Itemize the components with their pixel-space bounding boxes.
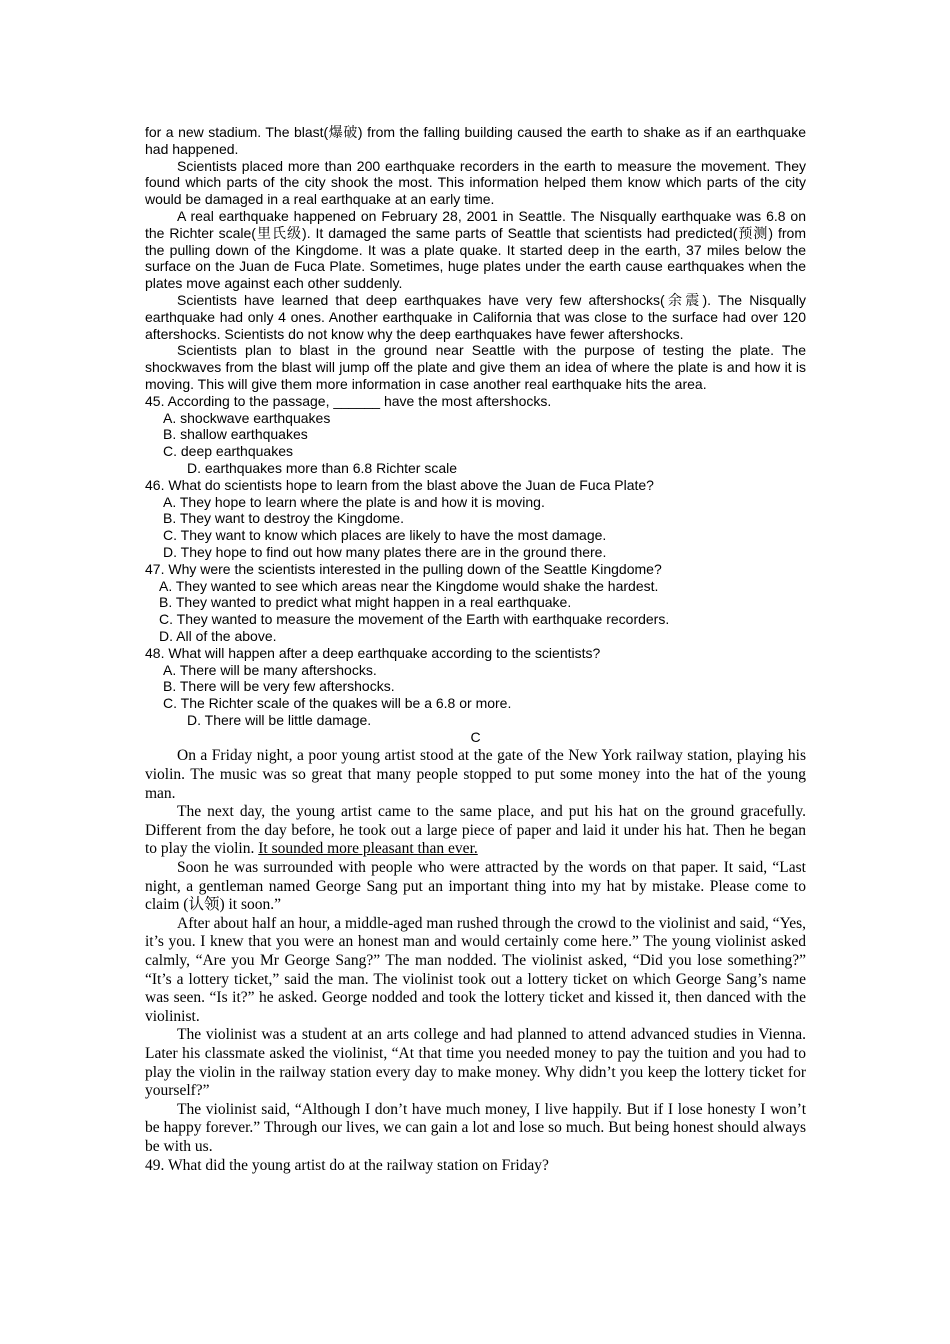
option-d: D. All of the above. [159, 627, 277, 644]
document-page [145, 124, 806, 1175]
passage-c-paragraph: After about half an hour, a middle-aged man rushed through the crowd to the violinist and said, “Yes, it’s you. I knew that you were an honest man and would certainly come here.” The young violinist asked calmly, “Are you Mr George Sang?” The man nodded. The violinist asked, “Did you lose something?” “It’s a lottery ticket,” said the man. The violinist took out a lottery ticket on which George Sang’s name was seen. “Is it?” he asked. George nodded and took the lottery ticket and kissed it, then danced with the violinist. [145, 914, 806, 1025]
passage-c-paragraph: The violinist said, “Although I don’t have much money, I live happily. But if I lose honesty I won’t be happy forever.” Through our lives, we can gain a lot and lose so much. But being honest should always be with us. [145, 1100, 806, 1155]
option-b: B. shallow earthquakes [163, 426, 308, 443]
question-47 [145, 561, 806, 645]
passage-c-paragraph: On a Friday night, a poor young artist stood at the gate of the New York railway station, playing his violin. The music was so great that many people stopped to put some money into the hat of the young man. [145, 747, 806, 802]
question-49: 49. What did the young artist do at the railway station on Friday? [145, 1156, 549, 1174]
passage-b-paragraph: for a new stadium. The blast(爆破) from the falling building caused the earth to shake as if an earthquake had happened. [145, 124, 806, 157]
option-a: A. shockwave earthquakes [163, 409, 331, 426]
option-d: D. There will be little damage. [187, 711, 372, 728]
question-45 [145, 393, 806, 477]
passage-c-paragraph: Soon he was surrounded with people who were attracted by the words on that paper. It said, “Last night, a gentleman named George Sang put an important thing into my hat by mistake. Please come to claim (认领) it soon.” [145, 859, 806, 914]
option-c: C. The Richter scale of the quakes will be a 6.8 or more. [163, 695, 512, 712]
question-48 [145, 645, 806, 729]
passage-c [145, 747, 806, 1175]
option-a: A. They wanted to see which areas near the Kingdome would shake the hardest. [159, 577, 659, 594]
passage-b [145, 124, 806, 745]
option-d: D. earthquakes more than 6.8 Richter scale [187, 459, 458, 476]
option-b: B. There will be very few aftershocks. [163, 678, 395, 695]
option-a: A. There will be many aftershocks. [163, 661, 377, 678]
option-c: C. They wanted to measure the movement of the Earth with earthquake recorders. [159, 611, 670, 628]
passage-c-heading: C [470, 728, 481, 745]
option-c: C. deep earthquakes [163, 443, 293, 460]
passage-b-paragraph: Scientists have learned that deep earthquakes have very few aftershocks(余震). The Nisqually earthquake had only 4 ones. Another earthquake in California that was close to the surface had over 120 aftershocks. Scientists do not know why the deep earthquakes have fewer aftershocks. [145, 291, 806, 342]
question-text: 45. According to the passage, ______ have the most aftershocks. [145, 392, 552, 409]
option-c: C. They want to know which places are likely to have the most damage. [163, 527, 607, 544]
passage-c-paragraph: The violinist was a student at an arts college and had planned to attend advanced studies in Vienna. Later his classmate asked the violinist, “At that time you needed money to pay the tuition and you had to play the violin in the railway station every day to make money. Why didn’t you keep the lottery ticket for yourself?” [145, 1026, 806, 1100]
question-text: 48. What will happen after a deep earthquake according to the scientists? [145, 644, 601, 661]
option-d: D. They hope to find out how many plates there are in the ground there. [163, 543, 607, 560]
option-b: B. They want to destroy the Kingdome. [163, 510, 404, 527]
option-a: A. They hope to learn where the plate is and how it is moving. [163, 493, 545, 510]
question-text: 47. Why were the scientists interested in the pulling down of the Seattle Kingdome? [145, 560, 662, 577]
underlined-sentence: It sounded more pleasant than ever. [258, 840, 478, 858]
passage-b-paragraph: A real earthquake happened on February 28, 2001 in Seattle. The Nisqually earthquake was 6.8 on the Richter scale(里氏级). It damaged the same parts of Seattle that scientists had predicted(预测) from the pulling down of the Kingdome. It was a plate quake. It started deep in the earth, 37 miles below the surface on the Juan de Fuca Plate. Sometimes, huge plates under the earth cause earthquakes when the plates move against each other suddenly. [145, 207, 806, 292]
paragraph-text: The next day, the young artist came to the same place, and put his hat on the ground gracefully. Different from the day before, he took out a large piece of paper and laid it under his hat. Then he began to play the violin. [145, 803, 806, 858]
passage-c-paragraph [145, 803, 806, 859]
question-46 [145, 477, 806, 561]
passage-b-paragraph: Scientists placed more than 200 earthquake recorders in the earth to measure the movement. They found which parts of the city shook the most. This information helped them know which parts of the city would be damaged in a real earthquake at an early time. [145, 157, 806, 208]
option-b: B. They wanted to predict what might happen in a real earthquake. [159, 594, 572, 611]
passage-b-paragraph: Scientists plan to blast in the ground near Seattle with the purpose of testing the plate. The shockwaves from the blast will jump off the plate and give them an idea of where the plate is and how it is moving. This will give them more information in case another real earthquake hits the area. [145, 342, 806, 392]
question-text: 46. What do scientists hope to learn from the blast above the Juan de Fuca Plate? [145, 476, 654, 493]
